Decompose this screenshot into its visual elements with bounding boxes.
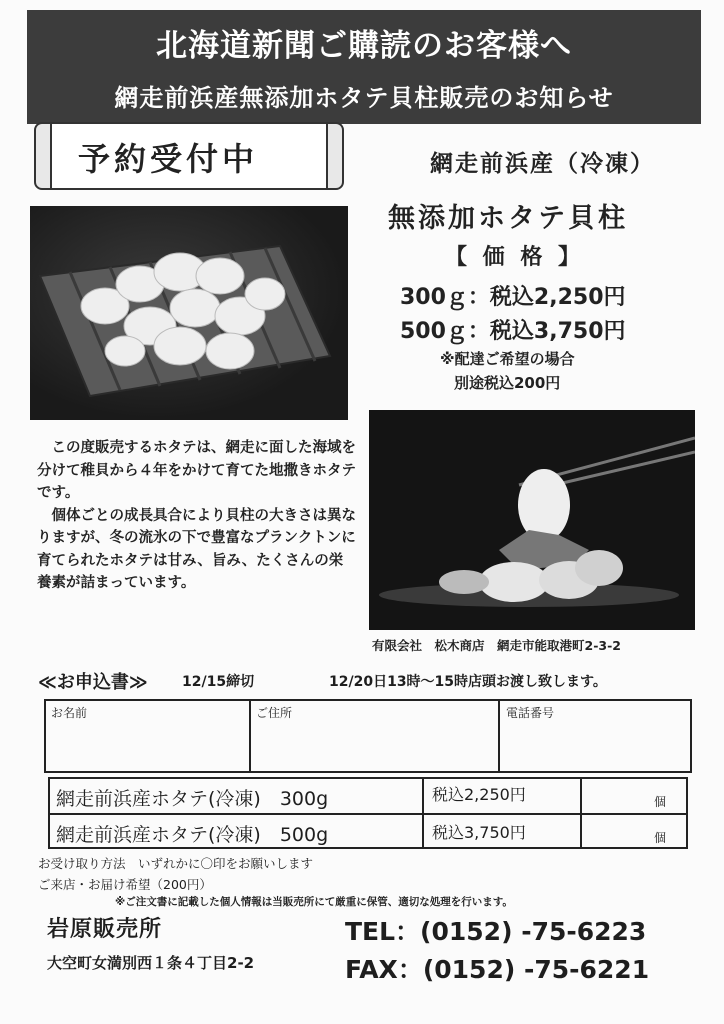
price-heading: 【 価 格 】 [445,245,584,270]
seller-address: 大空町女満別西１条４丁目2-2 [47,954,255,972]
supplier-info: 有限会社 松木商店 網走市能取港町2-3-2 [372,638,621,653]
seller-tel: TEL：(0152) -75-6223 [345,917,647,946]
phone-field[interactable] [504,721,686,769]
pickup-method: お受け取り方法 いずれかに〇印をお願いします [38,856,314,871]
name-field[interactable] [51,721,246,769]
name-field-label: お名前 [51,706,88,720]
pickup-options[interactable]: ご来店・お届け希望（200円） [38,877,212,892]
product-name: 無添加ホタテ貝柱 [388,203,628,234]
address-field[interactable] [256,721,494,769]
price-500g: 500ｇ：税込3,750円 [400,319,626,344]
item-300g-unit: 個 [654,795,667,809]
seller-name: 岩原販売所 [47,917,163,942]
product-origin: 網走前浜産（冷凍） [430,151,655,177]
description-paragraph-1: この度販売するホタテは、網走に面した海域を分けて稚貝から４年をかけて育てた地撒きホタテです。 [37,440,356,501]
delivery-note-2: 別途税込200円 [454,374,561,392]
customer-info-box [44,699,692,773]
item-300g-quantity[interactable] [585,781,655,811]
reservation-label: 予約受付中 [78,140,259,178]
item-500g-price: 税込3,750円 [432,823,526,842]
price-300g: 300ｇ：税込2,250円 [400,285,626,310]
header-subtitle: 網走前浜産無添加ホタテ貝柱販売のお知らせ [114,84,614,112]
item-300g-price: 税込2,250円 [432,785,526,804]
phone-field-label: 電話番号 [506,706,555,720]
item-300g-name: 網走前浜産ホタテ(冷凍) 300g [56,788,329,810]
delivery-note-1: ※配達ご希望の場合 [440,350,575,368]
seller-fax: FAX：(0152) -75-6221 [345,955,650,984]
item-500g-quantity[interactable] [585,817,655,845]
scallop-chopsticks-photo [369,410,695,630]
order-items-table [48,777,688,849]
order-deadline: 12/15締切 [182,674,255,690]
order-form-title: ≪お申込書≫ [38,672,148,693]
description-paragraph-2: 個体ごとの成長具合により貝柱の大きさは異なりますが、冬の流氷の下で豊富なプランクトンに育てられたホタテは甘み、旨み、たくさんの栄養素が詰まっています。 [37,507,356,591]
header-title: 北海道新聞ご購読のお客様へ [156,28,572,64]
address-field-label: ご住所 [256,706,293,720]
description [37,437,357,595]
privacy-note: ※ご注文書に記載した個人情報は当販売所にて厳重に保管、適切な処理を行います。 [115,896,513,908]
header-banner [27,10,701,124]
scallop-plate-photo [30,206,348,420]
item-500g-unit: 個 [654,831,667,845]
item-500g-name: 網走前浜産ホタテ(冷凍) 500g [56,824,329,846]
pickup-schedule: 12/20日13時～15時店頭お渡し致します。 [329,674,607,690]
reservation-banner [46,122,332,190]
